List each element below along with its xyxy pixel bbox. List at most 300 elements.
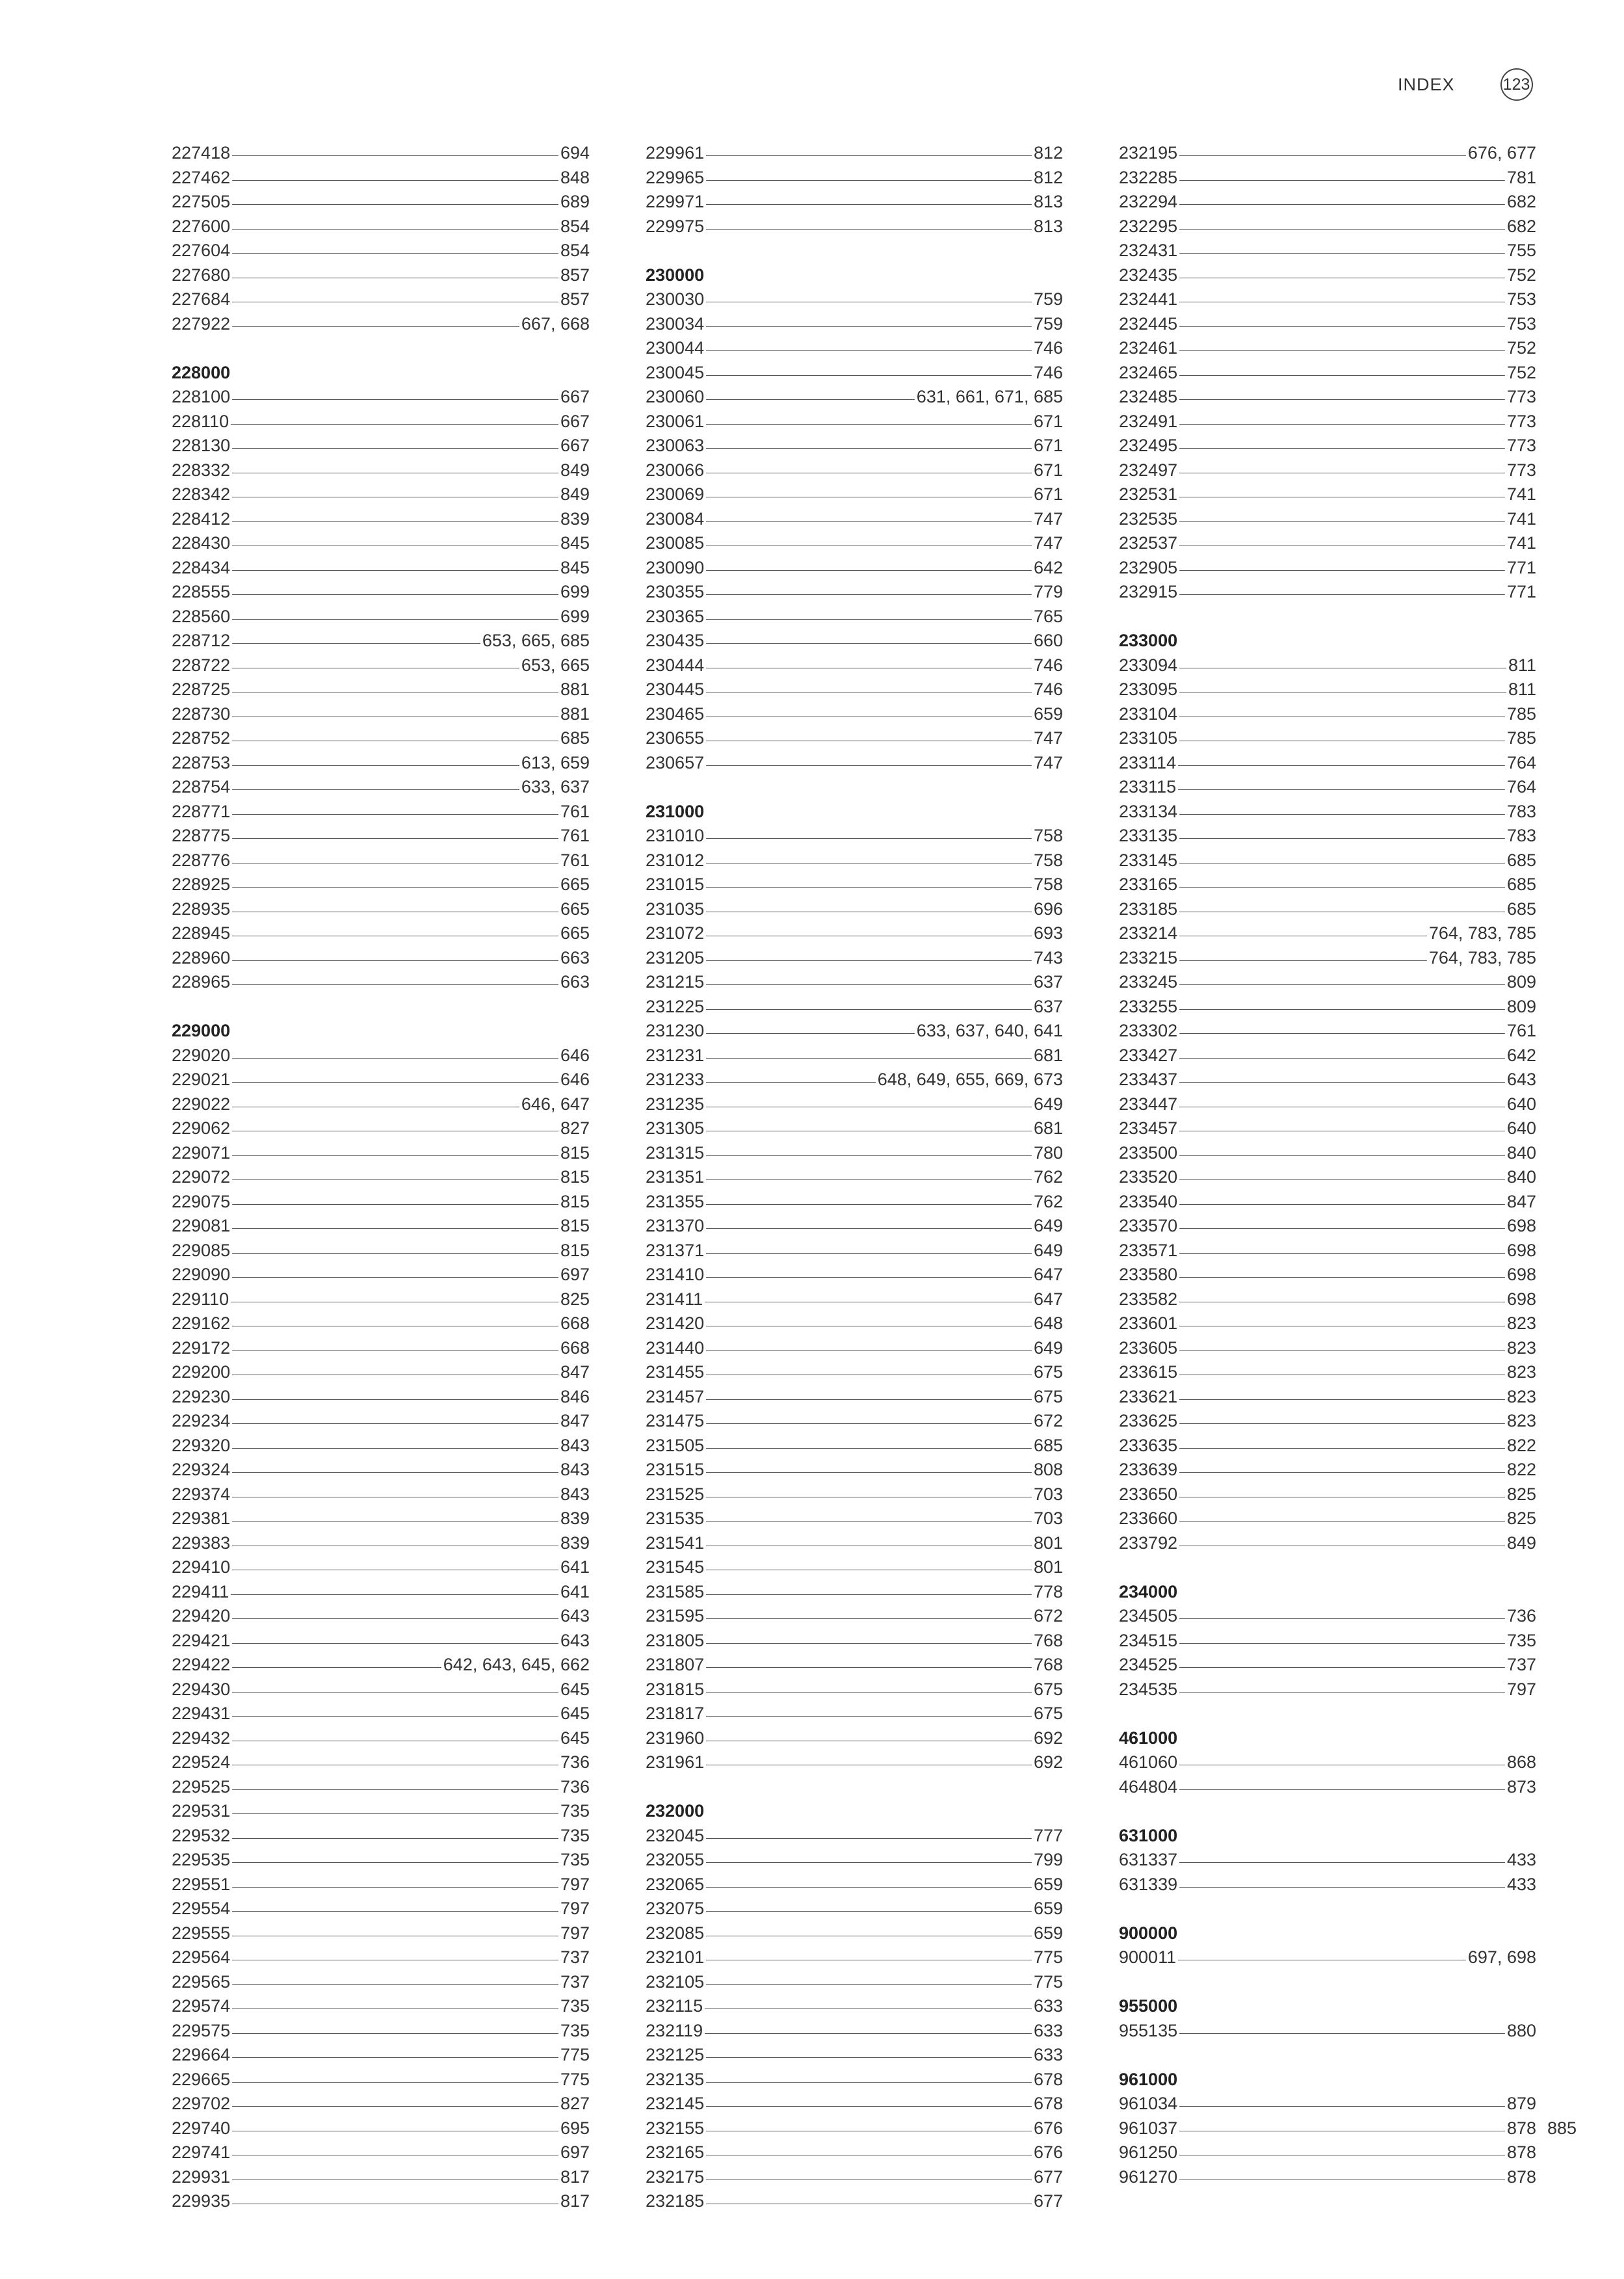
entry-code: 233582	[1119, 1289, 1178, 1309]
entry-pages: 799	[1033, 1850, 1063, 1869]
leader-line	[706, 594, 1032, 595]
leader-line	[1179, 1448, 1505, 1449]
entry-pages: 637	[1033, 996, 1063, 1016]
entry-code: 232119	[646, 2020, 703, 2040]
page-badge: 123	[1500, 68, 1533, 101]
index-entry	[172, 1678, 590, 1702]
entry-pages: 637	[1033, 972, 1063, 992]
index-entry	[1119, 141, 1536, 166]
entry-pages: 878	[1506, 2142, 1536, 2162]
leader-line	[706, 960, 1032, 961]
entry-code: 229021	[172, 1070, 231, 1089]
leader-line	[1179, 399, 1505, 400]
entry-code: 231817	[646, 1704, 705, 1723]
entry-code: 229574	[172, 1996, 231, 2016]
index-entry	[172, 1141, 590, 1166]
index-entry	[646, 1555, 1063, 1580]
leader-line	[1179, 350, 1505, 351]
leader-line	[232, 1618, 558, 1619]
leader-line	[232, 1253, 558, 1254]
entry-code: 229564	[172, 1947, 231, 1967]
entry-pages: 878	[1506, 2118, 1536, 2138]
index-entry	[1119, 702, 1536, 727]
group-title: 234000	[1119, 1581, 1178, 1601]
entry-pages: 857	[560, 265, 590, 285]
entry-pages: 764, 783, 785	[1428, 923, 1536, 943]
entry-code: 229935	[172, 2191, 231, 2211]
entry-pages: 747	[1033, 752, 1063, 772]
leader-line	[232, 2033, 558, 2034]
leader-line	[706, 326, 1032, 327]
index-group	[1119, 2068, 1536, 2190]
entry-code: 955135	[1119, 2020, 1178, 2040]
index-entry	[172, 849, 590, 873]
index-entry	[172, 458, 590, 483]
leader-line	[1179, 594, 1505, 595]
entry-code: 231231	[646, 1045, 705, 1065]
index-entry	[172, 1580, 590, 1605]
entry-code: 229081	[172, 1216, 231, 1235]
index-entry	[172, 1629, 590, 1653]
index-entry	[1119, 946, 1536, 971]
entry-code: 461060	[1119, 1752, 1178, 1772]
entry-pages: 822	[1506, 1435, 1536, 1455]
index-entry	[1119, 458, 1536, 483]
entry-code: 228130	[172, 436, 231, 455]
entry-pages: 849	[1506, 1533, 1536, 1553]
entry-code: 229665	[172, 2069, 231, 2089]
entry-code: 231545	[646, 1557, 705, 1577]
entry-code: 228935	[172, 899, 231, 919]
entry-pages: 823	[1506, 1386, 1536, 1406]
entry-pages: 642, 643, 645, 662	[443, 1655, 590, 1674]
entry-pages: 755	[1506, 241, 1536, 260]
index-entry	[172, 556, 590, 581]
index-entry	[646, 361, 1063, 386]
index-entry	[646, 141, 1063, 166]
entry-pages: 685	[1506, 850, 1536, 870]
entry-pages: 779	[1033, 582, 1063, 601]
index-entry	[646, 921, 1063, 946]
index-entry	[646, 1044, 1063, 1068]
entry-code: 232485	[1119, 387, 1178, 406]
entry-pages: 735	[560, 1850, 590, 1869]
index-entry	[1119, 385, 1536, 410]
entry-pages: 857	[560, 289, 590, 309]
entry-pages: 659	[1033, 1874, 1063, 1894]
leader-line	[232, 960, 558, 961]
index-entry	[172, 2141, 590, 2165]
leader-line	[706, 521, 1032, 522]
entry-code: 233601	[1119, 1313, 1178, 1333]
entry-code: 230030	[646, 289, 705, 309]
entry-pages: 665	[560, 899, 590, 919]
entry-code: 231370	[646, 1216, 705, 1235]
index-entry	[1119, 1287, 1536, 1312]
index-entry	[1119, 653, 1536, 678]
index-entry	[1119, 1873, 1536, 1897]
entry-code: 231315	[646, 1142, 705, 1163]
index-entry	[646, 653, 1063, 678]
entry-code: 228730	[172, 704, 231, 724]
entry-pages: 759	[1033, 289, 1063, 309]
entry-pages: 813	[1033, 216, 1063, 236]
entry-code: 227604	[172, 241, 231, 260]
leader-line	[232, 521, 558, 522]
entry-code: 229085	[172, 1240, 231, 1260]
leader-line	[1179, 1667, 1505, 1668]
entry-pages: 825	[1506, 1508, 1536, 1528]
entry-pages: 699	[560, 606, 590, 626]
entry-code: 232285	[1119, 167, 1178, 187]
entry-code: 232294	[1119, 192, 1178, 211]
index-entry	[646, 1190, 1063, 1215]
index-entry	[1119, 1092, 1536, 1117]
leader-line	[706, 1009, 1032, 1010]
entry-pages: 689	[560, 192, 590, 211]
index-entry	[172, 263, 590, 288]
leader-line	[1179, 1521, 1505, 1522]
entry-pages: 773	[1506, 411, 1536, 431]
index-entry	[1119, 263, 1536, 288]
entry-pages: 659	[1033, 704, 1063, 724]
entry-code: 233639	[1119, 1460, 1178, 1479]
entry-code: 230355	[646, 582, 705, 601]
entry-code: 229320	[172, 1435, 231, 1455]
entry-code: 233580	[1119, 1265, 1178, 1284]
leader-line	[232, 619, 558, 620]
entry-pages: 839	[560, 1533, 590, 1553]
entry-pages: 758	[1033, 850, 1063, 870]
entry-pages: 692	[1033, 1728, 1063, 1748]
entry-pages: 697	[560, 2142, 590, 2162]
index-group	[646, 263, 1063, 776]
leader-line	[706, 1911, 1032, 1912]
index-entry	[1119, 361, 1536, 386]
index-entry	[1119, 970, 1536, 995]
entry-pages: 847	[1506, 1191, 1536, 1211]
entry-code: 232135	[646, 2069, 705, 2089]
index-entry	[172, 605, 590, 629]
index-entry	[646, 1531, 1063, 1556]
leader-line	[1179, 960, 1427, 961]
leader-line	[1178, 789, 1505, 790]
leader-line	[706, 1253, 1032, 1254]
group-title: 233000	[1119, 631, 1178, 650]
index-entry	[172, 2043, 590, 2068]
entry-pages: 839	[560, 1508, 590, 1528]
index-entry	[1119, 2019, 1536, 2044]
entry-pages: 741	[1506, 508, 1536, 529]
entry-pages: 736	[560, 1752, 590, 1772]
entry-code: 230085	[646, 533, 705, 553]
entry-code: 232085	[646, 1923, 705, 1943]
entry-code: 229200	[172, 1362, 231, 1382]
entry-pages: 653, 665, 685	[482, 631, 590, 650]
entry-pages: 752	[1506, 265, 1536, 285]
index-entry	[646, 458, 1063, 483]
leader-line	[232, 814, 558, 815]
entry-code: 233437	[1119, 1070, 1178, 1089]
entry-pages: 663	[560, 947, 590, 968]
index-group	[646, 141, 1063, 239]
entry-code: 229532	[172, 1825, 231, 1845]
entry-code: 230465	[646, 704, 705, 724]
entry-pages: 783	[1506, 826, 1536, 845]
leader-line	[706, 1521, 1032, 1522]
index-entry	[1119, 434, 1536, 458]
leader-line	[232, 838, 558, 839]
entry-pages: 825	[560, 1289, 590, 1309]
entry-pages: 843	[560, 1460, 590, 1479]
entry-code: 232185	[646, 2191, 705, 2211]
entry-pages: 667	[560, 436, 590, 455]
entry-code: 900011	[1119, 1947, 1177, 1967]
index-entry	[1119, 1848, 1536, 1873]
entry-pages: 646	[560, 1070, 590, 1089]
index-entry	[172, 775, 590, 800]
entry-pages: 878	[1506, 2167, 1536, 2187]
index-entry	[172, 1921, 590, 1946]
entry-code: 228722	[172, 655, 231, 675]
entry-pages: 761	[560, 850, 590, 870]
leader-line	[232, 1155, 558, 1156]
leader-line	[232, 1472, 558, 1473]
index-entry	[646, 531, 1063, 556]
entry-pages: 775	[1033, 1971, 1063, 1992]
index-entry	[1119, 1360, 1536, 1385]
index-entry	[172, 921, 590, 946]
entry-pages: 697, 698	[1467, 1947, 1536, 1967]
entry-pages: 743	[1033, 947, 1063, 968]
index-entry	[1119, 239, 1536, 263]
leader-line	[1179, 1399, 1505, 1400]
entry-pages: 747	[1033, 508, 1063, 529]
index-entry	[1119, 287, 1536, 312]
entry-pages: 746	[1033, 655, 1063, 675]
leader-line	[232, 1911, 558, 1912]
index-entry	[172, 751, 590, 776]
entry-code: 227505	[172, 192, 231, 211]
entry-code: 228960	[172, 947, 231, 968]
index-entry	[172, 1873, 590, 1897]
leader-line	[706, 1204, 1032, 1205]
index-entry	[646, 1214, 1063, 1239]
leader-line	[232, 1204, 558, 1205]
leader-line	[232, 570, 558, 571]
leader-line	[232, 1277, 558, 1278]
index-entry	[646, 2092, 1063, 2116]
leader-line	[706, 1643, 1032, 1644]
entry-code: 230445	[646, 679, 705, 699]
index-entry	[1119, 1116, 1536, 1141]
entry-code: 228332	[172, 460, 231, 480]
leader-line	[706, 399, 915, 400]
index-entry	[646, 580, 1063, 605]
entry-code: 230444	[646, 655, 705, 675]
group-title: 961000	[1119, 2069, 1178, 2089]
leader-line	[706, 643, 1032, 644]
index-entry	[1119, 482, 1536, 507]
entry-code: 961270	[1119, 2167, 1178, 2187]
index-entry	[1119, 824, 1536, 849]
entry-code: 229162	[172, 1313, 231, 1333]
entry-pages: 783	[1506, 801, 1536, 821]
entry-pages: 847	[560, 1411, 590, 1430]
entry-pages: 825	[1506, 1484, 1536, 1504]
entry-code: 231805	[646, 1630, 705, 1650]
index-entry	[646, 556, 1063, 581]
index-entry	[172, 1945, 590, 1970]
entry-code: 229234	[172, 1411, 231, 1430]
leader-line	[1179, 838, 1505, 839]
index-entry	[646, 1873, 1063, 1897]
entry-code: 229971	[646, 192, 705, 211]
entry-code: 229172	[172, 1337, 231, 1358]
index-entry	[646, 1409, 1063, 1434]
entry-pages: 854	[560, 241, 590, 260]
index-entry	[646, 1165, 1063, 1190]
index-entry	[646, 507, 1063, 532]
entry-code: 231807	[646, 1655, 705, 1674]
entry-pages: 668	[560, 1337, 590, 1358]
entry-code: 232465	[1119, 362, 1178, 382]
leader-line	[1179, 1058, 1505, 1059]
index-entry	[172, 1897, 590, 1921]
index-entry	[646, 873, 1063, 897]
entry-pages: 762	[1033, 1191, 1063, 1211]
leader-line	[1179, 1789, 1505, 1790]
leader-line	[232, 594, 558, 595]
entry-code: 232145	[646, 2094, 705, 2113]
index-entry	[646, 190, 1063, 215]
index-entry	[172, 629, 590, 653]
entry-code: 231515	[646, 1460, 705, 1479]
index-entry	[646, 1092, 1063, 1117]
entry-pages: 823	[1506, 1337, 1536, 1358]
entry-pages: 697	[560, 1265, 590, 1284]
index-entry	[172, 190, 590, 215]
entry-code: 230060	[646, 387, 705, 406]
entry-pages: 699	[560, 582, 590, 601]
index-entry	[1119, 1653, 1536, 1678]
entry-pages: 817	[560, 2191, 590, 2211]
group-title: 631000	[1119, 1825, 1178, 1845]
entry-pages: 645	[560, 1679, 590, 1699]
index-entry	[172, 800, 590, 824]
index-group	[646, 1799, 1063, 2214]
entry-pages: 678	[1033, 2069, 1063, 2089]
entry-code: 230034	[646, 313, 705, 334]
entry-code: 230657	[646, 752, 705, 772]
entry-pages: 773	[1506, 387, 1536, 406]
index-entry	[172, 312, 590, 337]
leader-line	[232, 253, 558, 254]
leader-line	[232, 1228, 558, 1229]
entry-code: 231205	[646, 947, 705, 968]
entry-pages: 765	[1033, 606, 1063, 626]
entry-code: 230063	[646, 436, 705, 455]
index-entry	[172, 166, 590, 191]
entry-pages: 761	[1506, 1021, 1536, 1040]
group-title: 461000	[1119, 1728, 1178, 1748]
entry-pages: 747	[1033, 728, 1063, 748]
entry-pages: 663	[560, 972, 590, 992]
index-entry	[646, 1726, 1063, 1751]
leader-line	[232, 1813, 558, 1814]
index-entry	[1119, 1165, 1536, 1190]
index-entry	[1119, 215, 1536, 239]
entry-code: 228753	[172, 752, 231, 772]
entry-code: 233457	[1119, 1118, 1178, 1138]
index-entry	[646, 1678, 1063, 1702]
group-title: 230000	[646, 265, 705, 285]
entry-code: 229374	[172, 1484, 231, 1504]
index-entry	[1119, 1044, 1536, 1068]
entry-code: 229110	[172, 1289, 229, 1309]
leader-line	[706, 424, 1032, 425]
entry-pages: 695	[560, 2118, 590, 2138]
entry-code: 233245	[1119, 972, 1178, 992]
entry-pages: 698	[1506, 1240, 1536, 1260]
index-entry	[172, 1653, 590, 1678]
entry-code: 231505	[646, 1435, 705, 1455]
leader-line	[706, 570, 1032, 571]
index-group	[172, 361, 590, 995]
leader-line	[1179, 1155, 1505, 1156]
group-title: 900000	[1119, 1923, 1178, 1943]
entry-pages: 633	[1033, 2020, 1063, 2040]
entry-code: 231440	[646, 1337, 705, 1358]
entry-code: 227680	[172, 265, 231, 285]
leader-line	[1179, 1033, 1505, 1034]
leader-line	[232, 204, 558, 205]
entry-code: 233605	[1119, 1337, 1178, 1358]
entry-code: 229965	[646, 167, 705, 187]
index-entry	[172, 2116, 590, 2141]
index-entry	[1119, 1068, 1536, 1092]
group-title: 228000	[172, 362, 231, 382]
entry-code: 234505	[1119, 1606, 1178, 1626]
index-group	[1119, 629, 1536, 1555]
entry-code: 233635	[1119, 1435, 1178, 1455]
index-entry	[1119, 995, 1536, 1020]
leader-line	[706, 229, 1032, 230]
entry-code: 233105	[1119, 728, 1178, 748]
entry-code: 231230	[646, 1021, 705, 1040]
index-entry	[1119, 678, 1536, 702]
entry-code: 233165	[1119, 875, 1178, 894]
leader-line	[1179, 1618, 1505, 1619]
index-entry	[172, 2189, 590, 2214]
entry-pages: 758	[1033, 875, 1063, 894]
leader-line	[1179, 570, 1505, 571]
index-entry	[172, 1092, 590, 1117]
entry-pages: 780	[1033, 1142, 1063, 1163]
entry-pages: 693	[1033, 923, 1063, 943]
leader-line	[231, 424, 558, 425]
leader-line	[1179, 424, 1505, 425]
leader-line	[706, 1448, 1032, 1449]
index-entry	[646, 166, 1063, 191]
leader-line	[706, 1594, 1032, 1595]
entry-pages: 881	[560, 704, 590, 724]
entry-pages: 801	[1033, 1557, 1063, 1577]
entry-code: 232491	[1119, 411, 1178, 431]
entry-pages: 676, 677	[1467, 143, 1536, 163]
entry-code: 231475	[646, 1411, 705, 1430]
index-entry	[646, 1239, 1063, 1263]
